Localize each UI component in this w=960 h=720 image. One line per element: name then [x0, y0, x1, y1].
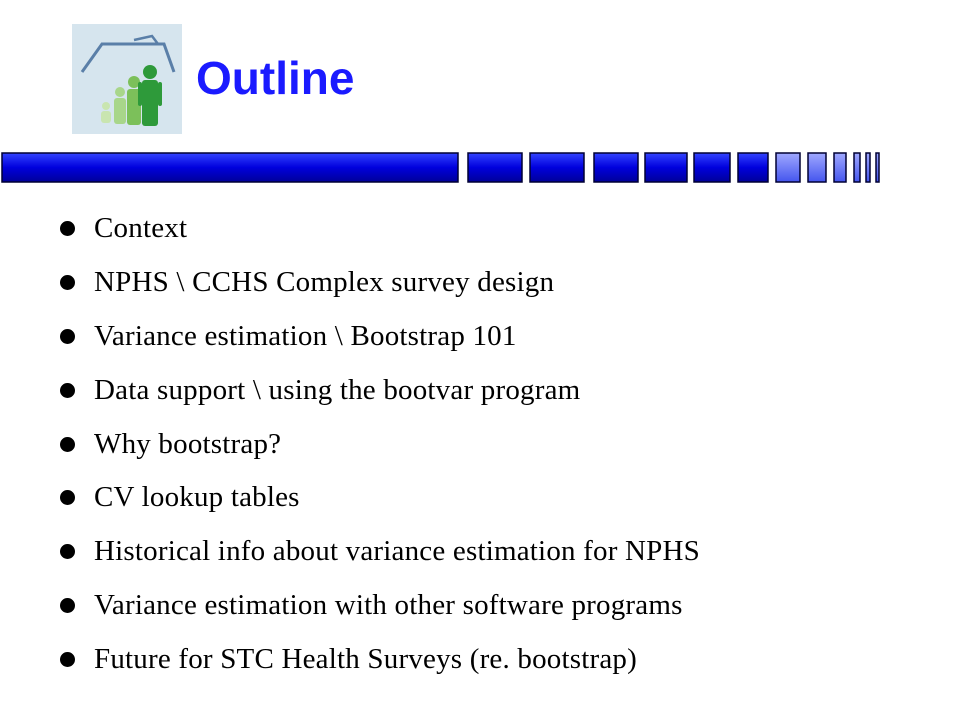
bullet-list: [60, 202, 700, 686]
title-decoration-bar: [0, 151, 960, 185]
round-bullet-icon: [60, 383, 75, 398]
list-item: [60, 256, 700, 310]
list-item: [60, 471, 700, 525]
list-item: [60, 363, 700, 417]
round-bullet-icon: [60, 544, 75, 559]
list-item: [60, 525, 700, 579]
round-bullet-icon: [60, 221, 75, 236]
bullet-text: Variance estimation \ Bootstrap 101: [94, 319, 517, 352]
list-item: [60, 632, 700, 686]
bullet-text: Variance estimation with other software programs: [94, 588, 683, 621]
round-bullet-icon: [60, 490, 75, 505]
bullet-text: Why bootstrap?: [94, 427, 282, 460]
list-item: [60, 579, 700, 633]
round-bullet-icon: [60, 437, 75, 452]
bullet-text: Context: [94, 212, 188, 245]
bullet-text: Data support \ using the bootvar program: [94, 373, 581, 406]
bullet-text: Future for STC Health Surveys (re. bootstrap): [94, 642, 637, 675]
family-house-logo-icon: [72, 24, 182, 134]
bullet-text: Historical info about variance estimation for NPHS: [94, 535, 700, 568]
round-bullet-icon: [60, 598, 75, 613]
bullet-text: CV lookup tables: [94, 481, 300, 514]
slide-title: Outline: [196, 52, 355, 104]
list-item: [60, 417, 700, 471]
list-item: [60, 310, 700, 364]
list-item: [60, 202, 700, 256]
round-bullet-icon: [60, 275, 75, 290]
round-bullet-icon: [60, 652, 75, 667]
round-bullet-icon: [60, 329, 75, 344]
bullet-text: NPHS \ CCHS Complex survey design: [94, 266, 555, 299]
